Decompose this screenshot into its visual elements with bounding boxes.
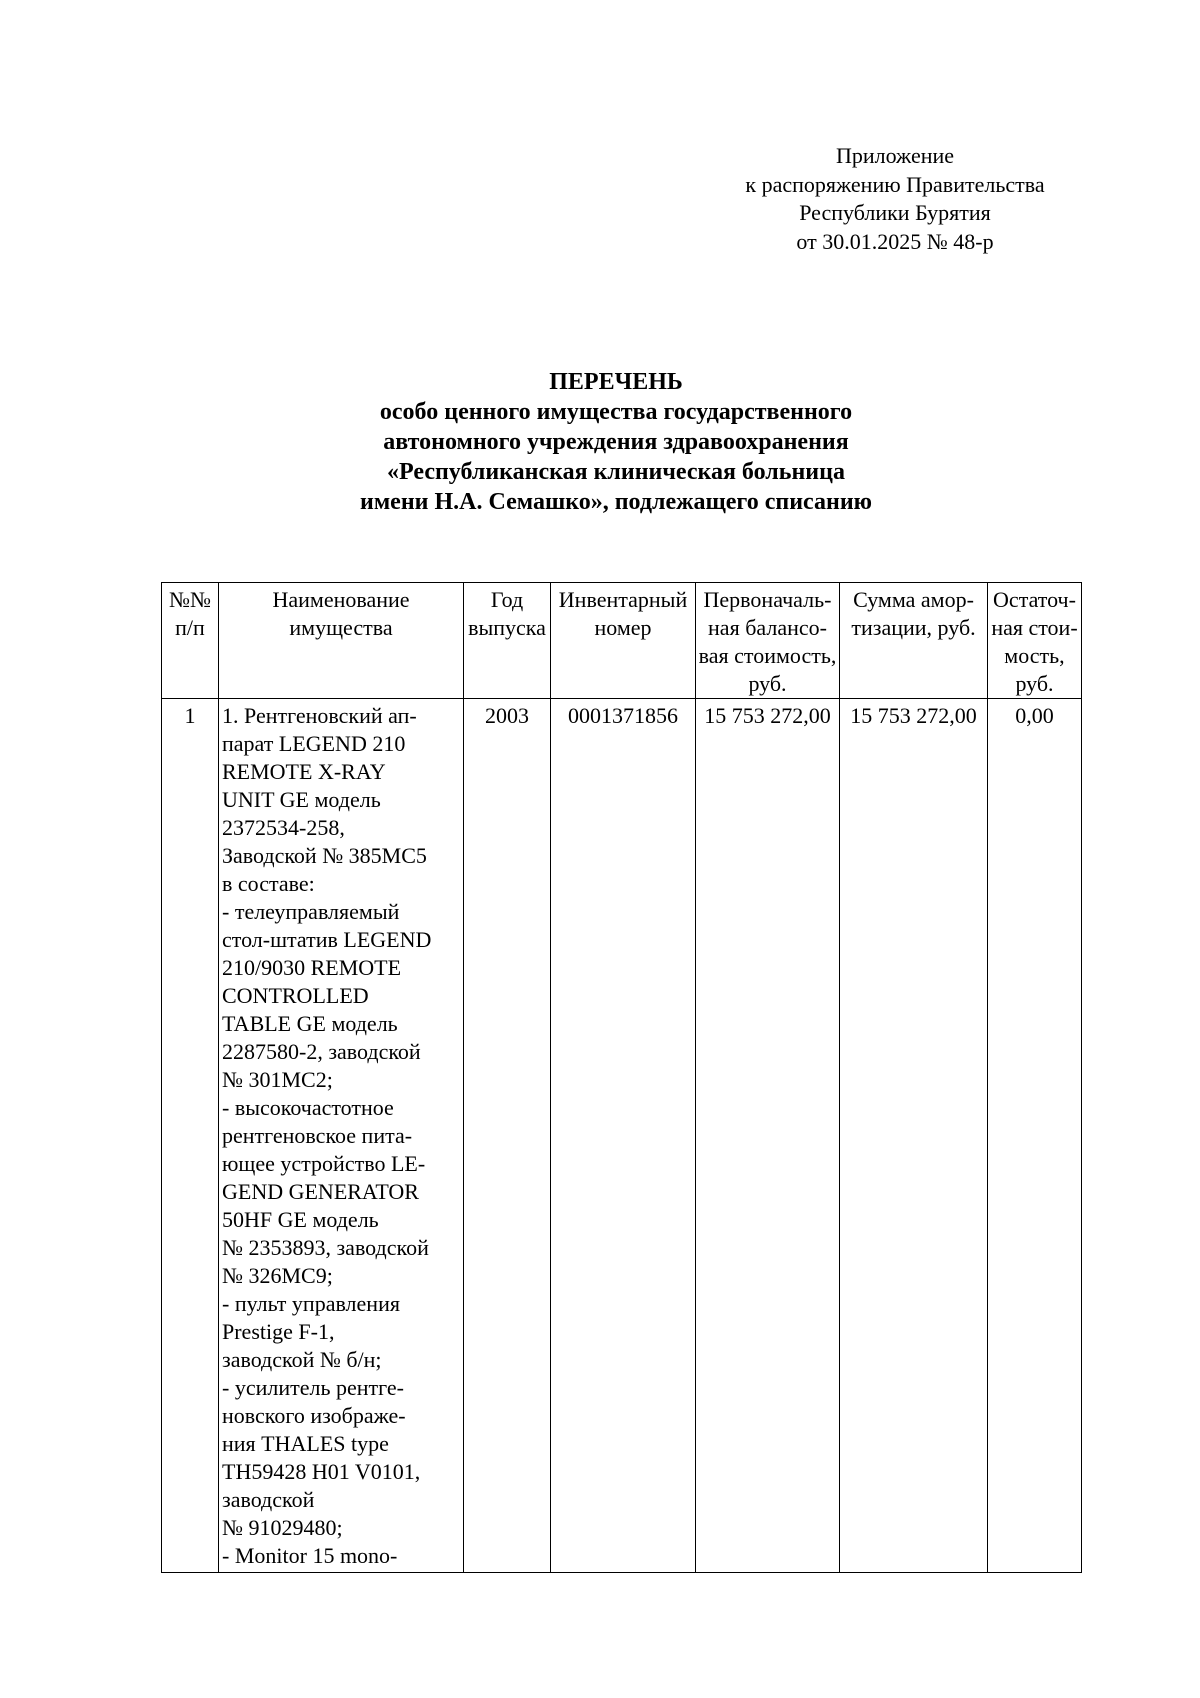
title-line: «Республиканская клиническая больница — [387, 459, 845, 485]
name-line: GEND GENERATOR — [222, 1179, 419, 1204]
name-line: 1. Рентгеновский ап- — [222, 703, 417, 728]
name-line: новского изображе- — [222, 1403, 406, 1428]
name-line: UNIT GE модель — [222, 787, 381, 812]
table-header-row — [162, 583, 1082, 699]
cell-number: 1 — [162, 699, 219, 1573]
appendix-line: от 30.01.2025 № 48-р — [796, 228, 994, 254]
cell-initial-cost: 15 753 272,00 — [696, 699, 840, 1573]
name-line: № 2353893, заводской — [222, 1235, 429, 1260]
name-line: заводской — [222, 1487, 315, 1512]
name-line: рентгеновское пита- — [222, 1123, 413, 1148]
name-line: ния THALES type — [222, 1431, 389, 1456]
name-line: - телеуправляемый — [222, 899, 400, 924]
name-line: Prestige F-1, — [222, 1319, 335, 1344]
header-number: №№ п/п — [162, 583, 219, 699]
cell-depreciation: 15 753 272,00 — [840, 699, 988, 1573]
name-line: № 301MC2; — [222, 1067, 333, 1092]
name-line: CONTROLLED — [222, 983, 369, 1008]
header-initial-cost: Первоначаль- ная балансо- вая стоимость, руб. — [696, 583, 840, 699]
name-line: - высокочастотное — [222, 1095, 394, 1120]
property-table — [161, 582, 1082, 1573]
title-line: имени Н.А. Семашко», подлежащего списанию — [360, 489, 872, 515]
cell-inventory: 0001371856 — [551, 699, 696, 1573]
header-inventory: Инвентарный номер — [551, 583, 696, 699]
header-depreciation: Сумма амор- тизации, руб. — [840, 583, 988, 699]
name-line: 2372534-258, — [222, 815, 345, 840]
name-line: - Monitor 15 mono- — [222, 1543, 398, 1568]
name-line: заводской № б/н; — [222, 1347, 382, 1372]
cell-name — [219, 699, 464, 1573]
name-line: парат LEGEND 210 — [222, 731, 406, 756]
table-row — [162, 699, 1082, 1573]
name-line: ющее устройство LE- — [222, 1151, 426, 1176]
header-year: Год выпуска — [464, 583, 551, 699]
name-line: Заводской № 385MC5 — [222, 843, 427, 868]
appendix-line: к распоряжению Правительства — [745, 171, 1045, 197]
appendix-line: Республики Бурятия — [799, 200, 991, 225]
name-line: № 91029480; — [222, 1515, 343, 1540]
appendix-line: Приложение — [835, 143, 955, 168]
document-title — [150, 367, 1082, 517]
name-line: 50HF GE модель — [222, 1207, 379, 1232]
name-line: - пульт управления — [222, 1291, 400, 1316]
name-line: 210/9030 REMOTE — [222, 955, 402, 980]
name-line: - усилитель рентге- — [222, 1375, 404, 1400]
name-line: TABLE GE модель — [222, 1011, 398, 1036]
name-line: REMOTE X-RAY — [222, 759, 386, 784]
cell-residual: 0,00 — [988, 699, 1082, 1573]
title-line: автономного учреждения здравоохранения — [383, 429, 849, 455]
title-line: ПЕРЕЧЕНЬ — [549, 369, 683, 395]
name-line: TH59428 H01 V0101, — [222, 1459, 421, 1484]
header-residual: Остаточ- ная стои- мость, руб. — [988, 583, 1082, 699]
name-line: 2287580-2, заводской — [222, 1039, 421, 1064]
name-line: в составе: — [222, 871, 315, 896]
name-line: № 326MC9; — [222, 1263, 333, 1288]
header-name: Наименование имущества — [219, 583, 464, 699]
name-line: стол-штатив LEGEND — [222, 927, 432, 952]
appendix-block — [700, 142, 1090, 256]
cell-year: 2003 — [464, 699, 551, 1573]
title-line: особо ценного имущества государственного — [379, 399, 853, 425]
